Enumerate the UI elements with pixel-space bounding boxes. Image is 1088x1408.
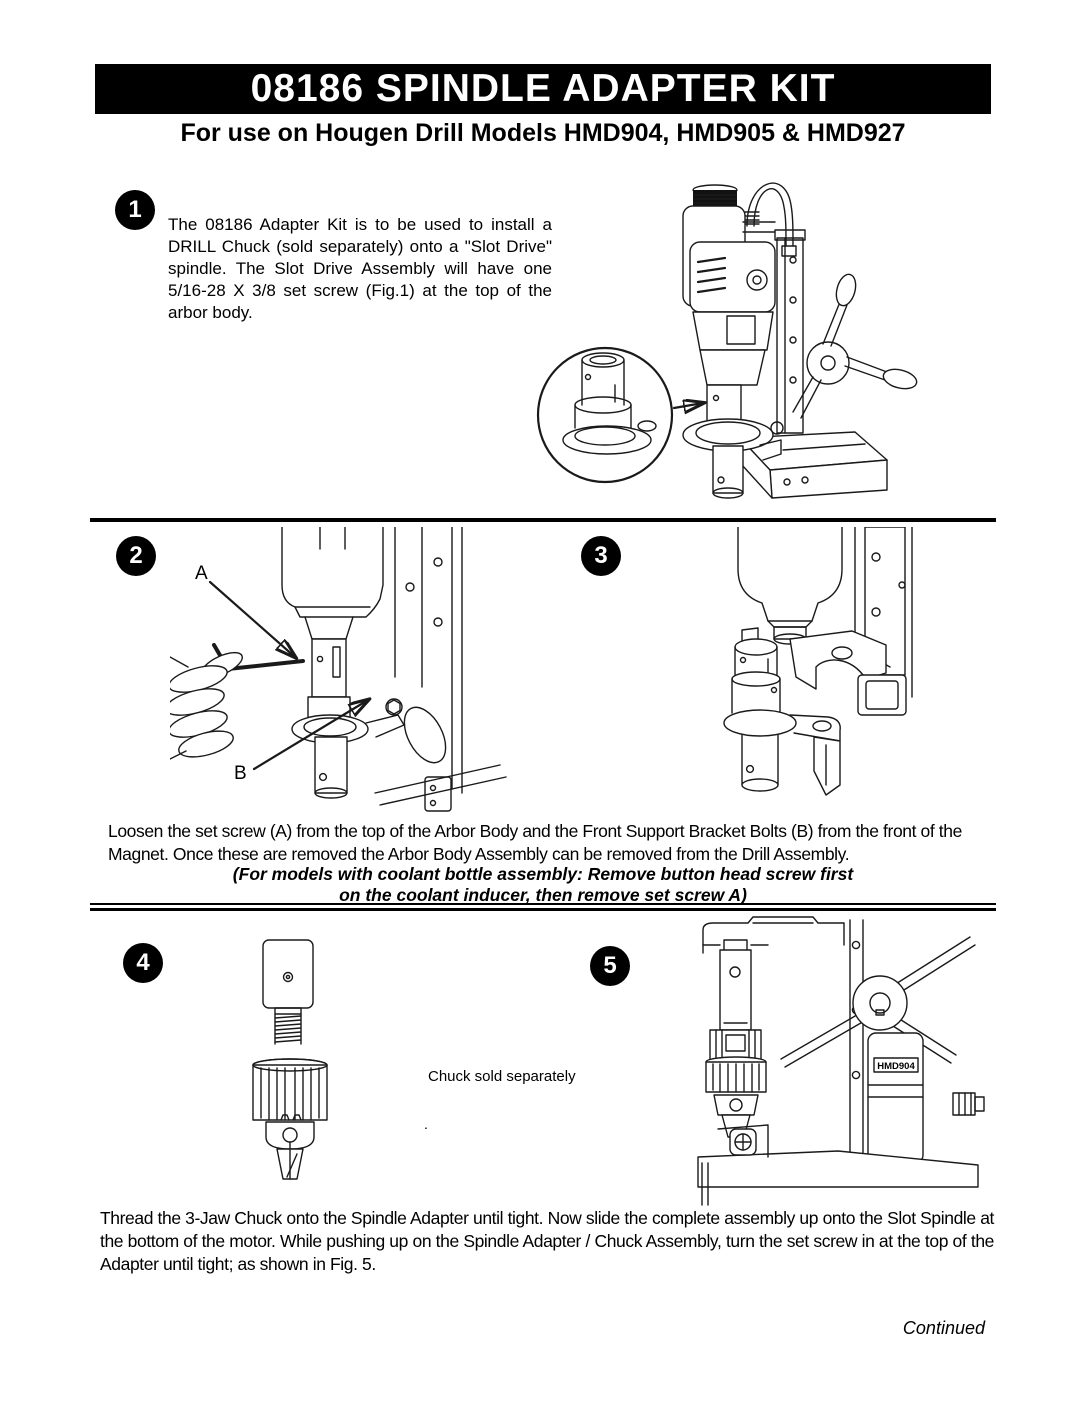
step-2-number: 2 [129,542,143,569]
coolant-note-line1: (For models with coolant bottle assembly: Remove button head screw first [232,864,854,884]
chuck-sold-separately-note: Chuck sold separately [428,1068,576,1085]
step-5-badge [590,946,630,986]
step-3-number: 3 [594,542,608,569]
fig5-assembled-illustration [688,915,990,1207]
stray-period-mark: . [424,1116,428,1132]
fig4-adapter-chuck-illustration [245,932,375,1184]
thread-paragraph: Thread the 3-Jaw Chuck onto the Spindle Adapter until tight. Now slide the complete assembly up onto the Slot Spindle at the bottom of the motor. While pushing up on the Spindle Adapter / Chuck Assembly, turn the set screw in at the top of the Adapter until tight; as shown in Fig. 5. [100,1208,994,1274]
fig1-drill-illustration [535,150,945,515]
fig2-label-a: A [195,563,208,584]
step-1-badge [115,190,155,230]
loosen-paragraph: Loosen the set screw (A) from the top of the Arbor Body and the Front Support Bracket Bolts (B) from the front of the Magnet. Once these are removed the Arbor Body Assembly can be removed from the Drill Assembly. [108,821,962,864]
page-subtitle: For use on Hougen Drill Models HMD904, HMD905 & HMD927 [180,119,906,147]
step-1-text: The 08186 Adapter Kit is to be used to install a DRILL Chuck (sold separately) onto a "Slot Drive" spindle. The Slot Drive Assembly will have one 5/16-28 X 3/8 set screw (Fig.1) at the top of the arbor body. [168,215,552,322]
fig5-model-label: HMD904 [877,1061,915,1072]
step-1-number: 1 [128,196,142,223]
step-4-badge [123,943,163,983]
page-title: 08186 SPINDLE ADAPTER KIT [250,67,836,110]
section-divider-2 [90,903,996,911]
continued-label: Continued [902,1318,985,1338]
step-3-badge [581,536,621,576]
fig2-set-screw-illustration [170,527,560,815]
fig3-arbor-removed-illustration [690,527,940,809]
fig2-label-b: B [234,763,247,784]
step-2-badge [116,536,156,576]
coolant-note-line2: on the coolant inducer, then remove set screw A) [339,885,747,905]
step-5-number: 5 [603,952,617,979]
step-4-number: 4 [136,949,150,976]
section-divider-1 [90,518,996,522]
header-bar [95,64,991,114]
